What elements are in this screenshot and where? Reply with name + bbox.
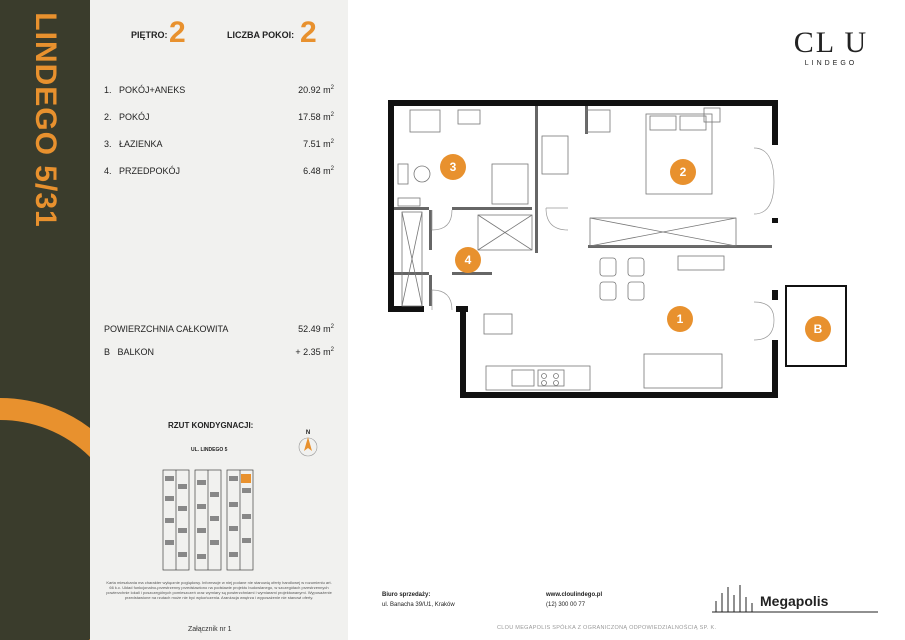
north-label: N [305, 430, 311, 436]
sales-office-address: ul. Banacha 39/U1, Kraków [382, 602, 455, 608]
room-area: 20.92 m [298, 85, 331, 95]
company-name: CLOU MEGAPOLIS SPÓŁKA Z OGRANICZONĄ ODPOWIEDZIALNOŚCIĄ SP. K. [497, 625, 717, 631]
room-area: 17.58 m [298, 112, 331, 122]
unit-highlight [241, 474, 251, 483]
phone-number[interactable]: (12) 300 00 77 [546, 602, 586, 608]
room-name: POKÓJ+ANEKS [119, 85, 186, 95]
building-outline-map [155, 462, 265, 577]
logo-sub-text: LINDEGO [804, 60, 858, 67]
plan-label-3: 3 [449, 160, 457, 174]
total-area-label: POWIERZCHNIA CAŁKOWITA [104, 324, 229, 334]
unit-sup: 2 [330, 324, 334, 330]
decorative-arc [0, 398, 90, 640]
north-arrow-icon [297, 428, 319, 460]
clou-logo [786, 28, 876, 67]
floor-plan [382, 90, 852, 400]
room-number: 4. [104, 166, 112, 176]
plan-label-4: 4 [464, 253, 472, 267]
unit-sup: 2 [330, 112, 334, 118]
room-area: 6.48 m [303, 166, 331, 176]
plan-label-1: 1 [676, 312, 684, 326]
info-panel [90, 0, 348, 640]
floor-label: PIĘTRO: [131, 30, 168, 40]
unit-sup: 2 [330, 139, 334, 145]
balcony-label: BALKON [117, 347, 155, 357]
attachment-label: Załącznik nr 1 [188, 626, 232, 633]
rooms-count-label: LICZBA POKOI: [227, 30, 295, 40]
floor-value: 2 [169, 16, 186, 49]
plan-label-b: B [813, 322, 823, 336]
balcony-code: B [104, 347, 111, 357]
website-link[interactable]: www.cloulindego.pl [546, 592, 603, 598]
disclaimer-text: Karta mieszkania ma charakter wyłącznie poglądowy. Informacje w niej podane nie stanowią oferty handlowej w rozumieniu art. 66 k.c. Układ funkcjonalno-przestrzenny przedstawiono na podstawie projektu budowlanego, w szczegółach przestrzennych powierzchnie lokali i poszczególnych pomieszczeń oraz wymiary są powierzchniami i wymiarami projektowanymi. Wyposażenie przedstawione na rzutach może nie być wykończenia. Aranżacja wnętrza i wyposażenie nie stanowi oferty. [106, 580, 332, 600]
room-number: 1. [104, 85, 112, 95]
unit-sup: 2 [330, 347, 334, 353]
floor-plan-title: RZUT KONDYGNACJI: [168, 421, 254, 430]
developer-name: Megapolis [760, 593, 829, 609]
side-band [0, 0, 90, 640]
room-name: PRZEDPOKÓJ [119, 166, 181, 176]
building-title: LINDEGO 5/31 [29, 12, 62, 228]
room-number: 3. [104, 139, 112, 149]
plan-label-2: 2 [679, 165, 687, 179]
room-name: POKÓJ [119, 112, 150, 122]
unit-sup: 2 [330, 85, 334, 91]
total-area-value: 52.49 m [298, 324, 331, 334]
balcony-value: + 2.35 m [295, 347, 331, 357]
room-number: 2. [104, 112, 112, 122]
logo-main-text: CL U [793, 26, 869, 59]
unit-sup: 2 [330, 166, 334, 172]
room-name: ŁAZIENKA [119, 139, 163, 149]
street-label: UL. LINDEGO 5 [191, 447, 228, 453]
room-area: 7.51 m [303, 139, 331, 149]
sales-office-title: Biuro sprzedaży: [382, 592, 431, 598]
rooms-count-value: 2 [300, 16, 317, 49]
